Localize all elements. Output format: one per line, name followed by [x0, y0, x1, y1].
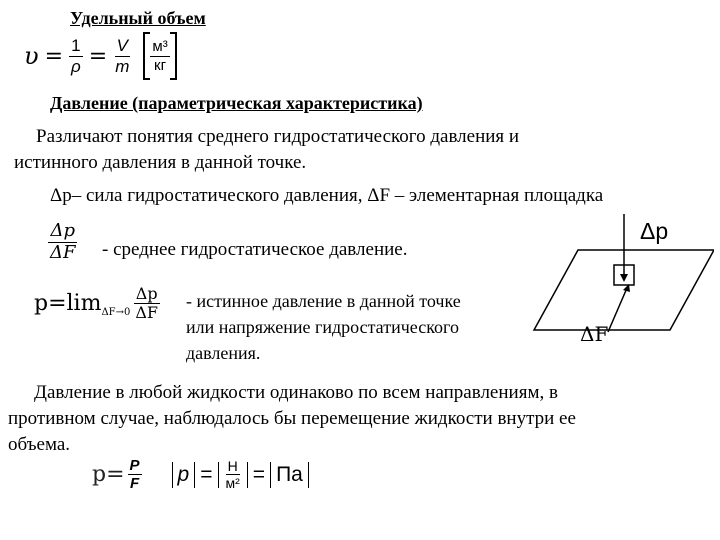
- unit-fraction: [150, 38, 169, 74]
- pressure-definitions: Δp– сила гидростатического давления, ΔF – элементарная площадка: [50, 185, 604, 206]
- unit-denominator: кг: [154, 56, 167, 74]
- unit-numerator: Н: [227, 458, 238, 475]
- fraction-numerator: Δp: [50, 220, 76, 241]
- fraction-denominator: F: [129, 475, 140, 493]
- unit-pa: Па: [276, 462, 303, 486]
- fraction-denominator: ρ: [71, 56, 81, 76]
- specific-volume-title: Удельный объем: [70, 8, 206, 28]
- unit-denominator: м²: [225, 475, 240, 492]
- fraction-denominator: m: [115, 56, 130, 76]
- formula-lhs: υ: [24, 42, 39, 70]
- lim-expression: p=lim: [34, 291, 102, 317]
- true-pressure-text: [186, 288, 461, 366]
- pa-bar-right: [308, 462, 309, 488]
- diagram-label-df: ΔF: [580, 322, 609, 346]
- fraction-numerator: P: [129, 457, 140, 474]
- pressure-diagram: [528, 212, 714, 362]
- pressure-intro-line1: Различают понятия среднего гидростатического давления и: [36, 126, 520, 147]
- pressure-property-line1: Давление в любой жидкости одинаково по всем направлениям, в: [34, 382, 558, 403]
- final-lhs: p=: [92, 462, 125, 488]
- right-bracket: [170, 32, 177, 80]
- pressure-intro-line2: истинного давления в данной точке.: [14, 152, 307, 173]
- true-pressure-formula: [34, 285, 160, 323]
- fraction-numerator: 1: [71, 35, 81, 55]
- unit-fraction: [224, 458, 242, 491]
- unit-bracket: [143, 32, 176, 80]
- formula-eq2: =: [88, 43, 108, 69]
- abs-bar-left: [172, 462, 173, 488]
- final-eq2: =: [252, 462, 266, 486]
- abs-bar-right: [194, 462, 195, 488]
- formula-eq1: =: [44, 43, 64, 69]
- fraction-denominator: ΔF: [50, 241, 76, 263]
- area-pointer-line: [608, 288, 627, 332]
- dp-over-df-fraction: [48, 221, 78, 263]
- lim-subscript: ΔF→0: [101, 307, 131, 319]
- dp-over-df-fraction: [133, 285, 160, 323]
- unit-numerator: м³: [152, 38, 168, 56]
- fraction-one-over-rho: [69, 36, 83, 76]
- pressure-property-line3: объема.: [8, 434, 71, 455]
- mean-pressure-fraction: [48, 221, 78, 263]
- p-over-f-fraction: [128, 457, 142, 493]
- unit-bar-right: [247, 462, 248, 488]
- fraction-denominator: ΔF: [135, 303, 159, 323]
- mean-pressure-text: - среднее гидростатическое давление.: [102, 239, 408, 260]
- abs-p: p: [177, 462, 190, 486]
- pressure-title: Давление (параметрическая характеристика): [50, 93, 423, 113]
- force-arrow-head: [620, 274, 628, 282]
- pressure-unit-formula: [92, 457, 311, 493]
- final-eq: =: [200, 462, 213, 486]
- specific-volume-formula: [24, 32, 177, 80]
- left-bracket: [143, 32, 150, 80]
- unit-bar-left: [218, 462, 219, 488]
- pressure-property-line2: противном случае, наблюдалось бы перемещение жидкости внутри ее: [8, 408, 576, 429]
- true-pressure-text-line3: давления.: [186, 343, 261, 363]
- diagram-label-dp: Δp: [640, 218, 669, 244]
- fraction-v-over-m: [113, 36, 131, 76]
- true-pressure-text-line2: или напряжение гидростатического: [186, 317, 459, 337]
- true-pressure-text-line1: - истинное давление в данной точке: [186, 291, 461, 311]
- fraction-numerator: V: [116, 35, 128, 55]
- pa-bar-left: [270, 462, 271, 488]
- fraction-numerator: Δp: [135, 284, 158, 303]
